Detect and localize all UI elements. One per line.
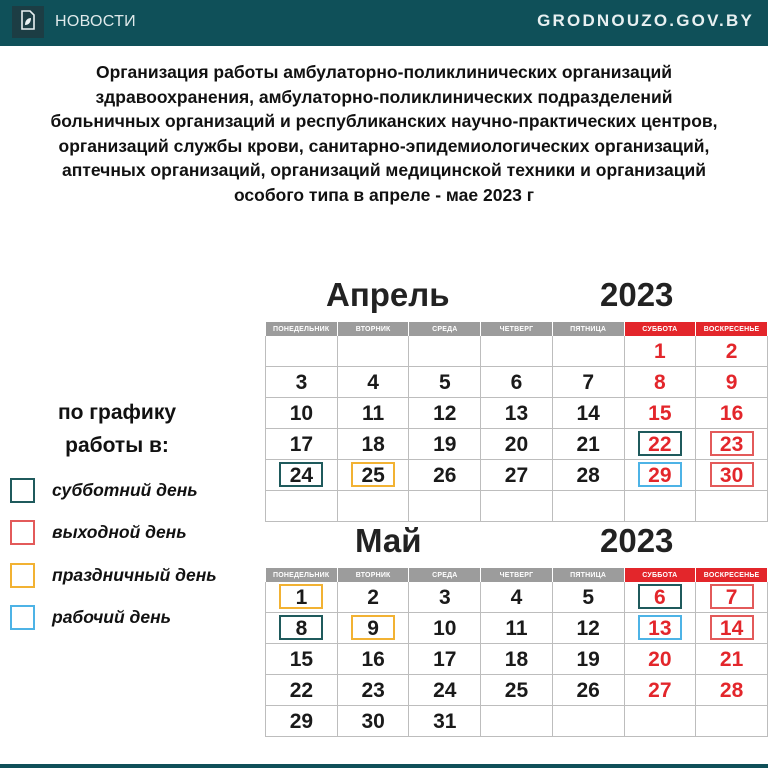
may-year-title: 2023 (600, 522, 674, 559)
calendar-week-row (266, 429, 768, 460)
day-number: 6 (510, 371, 523, 394)
day-number: 24 (433, 679, 457, 702)
day-number: 3 (295, 371, 308, 394)
calendar-day-cell (481, 613, 553, 644)
legend-item-working (10, 605, 171, 630)
day-number: 4 (510, 586, 523, 609)
calendar-day-cell (481, 706, 553, 737)
calendar-day-cell (409, 644, 481, 675)
day-number: 31 (433, 710, 457, 733)
day-number: 20 (648, 648, 672, 671)
calendar-week-row (266, 336, 768, 367)
day-number: 1 (653, 340, 666, 363)
calendar-day-cell (266, 398, 338, 429)
site-header (0, 0, 768, 46)
day-number: 4 (367, 371, 379, 394)
legend-label: выходной день (52, 522, 187, 542)
marked-day-number: 6 (638, 584, 682, 609)
may-month-title: Май (355, 522, 422, 559)
day-number: 13 (504, 402, 529, 425)
day-number: 18 (504, 648, 529, 671)
day-number: 17 (433, 648, 457, 671)
calendar-week-row (266, 460, 768, 491)
calendar-day-cell (696, 367, 768, 398)
weekday-header: ПЯТНИЦА (552, 322, 624, 336)
news-section-label[interactable]: НОВОСТИ (55, 13, 136, 30)
marked-day-number: 9 (351, 615, 395, 640)
calendar-day-cell (624, 491, 696, 522)
calendar-day-cell (481, 582, 553, 613)
calendar-day-cell (481, 675, 553, 706)
may-calendar (265, 568, 768, 737)
calendar-day-cell (266, 582, 338, 613)
calendar-day-cell (409, 460, 481, 491)
calendar-day-cell (624, 644, 696, 675)
day-number: 29 (289, 710, 314, 733)
april-month-title: Апрель (326, 276, 450, 313)
calendar-day-cell (624, 336, 696, 367)
day-number: 19 (433, 433, 457, 456)
calendar-day-cell (696, 336, 768, 367)
calendar-day-cell (552, 644, 624, 675)
calendar-day-cell (481, 336, 553, 367)
weekday-header: ПОНЕДЕЛЬНИК (266, 322, 338, 336)
weekday-header: ВОСКРЕСЕНЬЕ (696, 322, 768, 336)
calendar-day-cell (337, 491, 409, 522)
marked-day-number: 24 (279, 462, 323, 487)
calendar-day-cell (337, 367, 409, 398)
day-number: 12 (576, 617, 600, 640)
day-number: 14 (576, 402, 600, 425)
calendar-day-cell (266, 460, 338, 491)
day-number: 7 (582, 371, 594, 394)
marked-day-number: 1 (279, 584, 323, 609)
calendar-day-cell (266, 613, 338, 644)
calendar-day-cell (337, 460, 409, 491)
calendar-day-cell (696, 675, 768, 706)
weekday-header: ВТОРНИК (337, 568, 409, 582)
day-number: 17 (289, 433, 314, 456)
calendar-day-cell (409, 429, 481, 460)
day-number: 15 (289, 648, 314, 671)
calendar-week-row (266, 582, 768, 613)
calendar-day-cell (481, 367, 553, 398)
marked-day-number: 22 (638, 431, 682, 456)
calendar-day-cell (409, 675, 481, 706)
weekday-header: ЧЕТВЕРГ (481, 322, 553, 336)
calendar-day-cell (266, 644, 338, 675)
day-number: 30 (361, 710, 385, 733)
day-number: 21 (719, 648, 744, 671)
calendar-day-cell (552, 336, 624, 367)
calendar-day-cell (409, 491, 481, 522)
day-number: 5 (582, 586, 594, 609)
day-number: 9 (725, 371, 738, 394)
marked-day-number: 7 (710, 584, 754, 609)
calendar-week-row (266, 367, 768, 398)
calendar-day-cell (337, 706, 409, 737)
calendar-day-cell (552, 675, 624, 706)
calendar-day-cell (696, 644, 768, 675)
legend-item-saturday (10, 478, 198, 503)
day-number: 11 (362, 402, 385, 425)
calendar-day-cell (337, 429, 409, 460)
calendar-day-cell (481, 429, 553, 460)
calendar-day-cell (624, 706, 696, 737)
calendar-day-cell (624, 398, 696, 429)
weekday-header: ПОНЕДЕЛЬНИК (266, 568, 338, 582)
calendar-day-cell (552, 460, 624, 491)
calendar-day-cell (696, 460, 768, 491)
day-number: 26 (576, 679, 600, 702)
day-number: 3 (438, 586, 451, 609)
calendar-day-cell (337, 675, 409, 706)
weekday-header: ВТОРНИК (337, 322, 409, 336)
calendar-day-cell (409, 613, 481, 644)
calendar-day-cell (337, 398, 409, 429)
day-number: 27 (504, 464, 529, 487)
marked-day-number: 8 (279, 615, 323, 640)
weekday-header: ВОСКРЕСЕНЬЕ (696, 568, 768, 582)
weekday-header: СУББОТА (624, 568, 696, 582)
day-number: 20 (504, 433, 529, 456)
calendar-day-cell (552, 613, 624, 644)
day-number: 2 (725, 340, 738, 363)
day-number: 25 (504, 679, 529, 702)
weekday-header: СРЕДА (409, 322, 481, 336)
day-number: 23 (361, 679, 385, 702)
april-year-title: 2023 (600, 276, 674, 313)
day-number: 5 (438, 371, 451, 394)
calendar-day-cell (266, 675, 338, 706)
calendar-day-cell (696, 398, 768, 429)
calendar-week-row (266, 675, 768, 706)
calendar-day-cell (337, 336, 409, 367)
legend-label: праздничный день (52, 565, 217, 585)
marked-day-number: 13 (638, 615, 682, 640)
legend-heading: по графику работы в: (57, 401, 177, 457)
weekday-header: ПЯТНИЦА (552, 568, 624, 582)
calendar-day-cell (266, 706, 338, 737)
day-number: 10 (289, 402, 314, 425)
weekday-header: СУББОТА (624, 322, 696, 336)
day-number: 22 (289, 679, 314, 702)
day-number: 27 (648, 679, 672, 702)
legend-swatch-dayoff (10, 520, 35, 545)
marked-day-number: 23 (710, 431, 754, 456)
calendar-day-cell (552, 491, 624, 522)
calendar-day-cell (409, 582, 481, 613)
legend-swatch-holiday (10, 563, 35, 588)
marked-day-number: 30 (710, 462, 754, 487)
calendar-day-cell (696, 613, 768, 644)
calendar-day-cell (624, 613, 696, 644)
legend-item-dayoff (10, 520, 187, 545)
calendar-day-cell (409, 398, 481, 429)
footer-bar (0, 764, 768, 768)
weekday-header: СРЕДА (409, 568, 481, 582)
calendar-day-cell (409, 706, 481, 737)
day-number: 2 (367, 586, 379, 609)
day-number: 10 (433, 617, 457, 640)
day-number: 11 (505, 617, 528, 640)
calendar-day-cell (696, 582, 768, 613)
calendar-day-cell (266, 336, 338, 367)
day-number: 18 (361, 433, 385, 456)
day-number: 16 (719, 402, 744, 425)
legend-label: рабочий день (52, 607, 172, 627)
calendar-week-row (266, 398, 768, 429)
legend-swatch-saturday (10, 478, 35, 503)
day-number: 8 (653, 371, 666, 394)
weekday-header-row (266, 568, 768, 582)
calendar-day-cell (696, 706, 768, 737)
page-title: Организация работы амбулаторно-поликлинических организаций здравоохранения, амбулаторно-поликлинических подразделений больничных организаций и республиканских научно-практических центров, организаций службы крови, санитарно-эпидемиологических организаций, аптечных организаций, организаций медицинской техники и организаций особого типа в апреле - мае 2023 г (50, 62, 718, 205)
calendar-day-cell (409, 367, 481, 398)
calendar-week-row (266, 491, 768, 522)
calendar-day-cell (696, 429, 768, 460)
calendar-day-cell (481, 644, 553, 675)
day-number: 26 (433, 464, 457, 487)
calendar-day-cell (624, 460, 696, 491)
day-number: 12 (433, 402, 457, 425)
calendar-day-cell (624, 367, 696, 398)
calendar-day-cell (624, 429, 696, 460)
document-leaf-icon (19, 10, 37, 35)
calendar-day-cell (552, 429, 624, 460)
calendar-day-cell (481, 491, 553, 522)
calendar-day-cell (624, 582, 696, 613)
weekday-header-row (266, 322, 768, 336)
day-number: 28 (719, 679, 744, 702)
site-domain-label[interactable]: GRODNOUZO.GOV.BY (537, 11, 754, 30)
calendar-day-cell (552, 582, 624, 613)
marked-day-number: 14 (710, 615, 754, 640)
day-number: 28 (576, 464, 600, 487)
calendar-day-cell (337, 613, 409, 644)
day-number: 21 (576, 433, 600, 456)
calendar-day-cell (624, 675, 696, 706)
legend-swatch-working (10, 605, 35, 630)
calendar-day-cell (266, 367, 338, 398)
marked-day-number: 25 (351, 462, 395, 487)
calendar-day-cell (552, 367, 624, 398)
marked-day-number: 29 (638, 462, 682, 487)
weekday-header: ЧЕТВЕРГ (481, 568, 553, 582)
legend-item-holiday (10, 563, 217, 588)
calendar-day-cell (552, 706, 624, 737)
calendar-week-row (266, 644, 768, 675)
calendar-week-row (266, 706, 768, 737)
calendar-week-row (266, 613, 768, 644)
site-logo[interactable] (12, 6, 44, 38)
day-number: 15 (648, 402, 672, 425)
calendar-day-cell (337, 644, 409, 675)
calendar-day-cell (337, 582, 409, 613)
day-number: 19 (576, 648, 600, 671)
calendar-day-cell (481, 460, 553, 491)
calendar-day-cell (552, 398, 624, 429)
legend-label: субботний день (52, 480, 198, 500)
calendar-day-cell (266, 491, 338, 522)
day-number: 16 (361, 648, 385, 671)
april-calendar (265, 322, 768, 522)
calendar-day-cell (409, 336, 481, 367)
calendar-day-cell (266, 429, 338, 460)
calendar-day-cell (696, 491, 768, 522)
calendar-day-cell (481, 398, 553, 429)
